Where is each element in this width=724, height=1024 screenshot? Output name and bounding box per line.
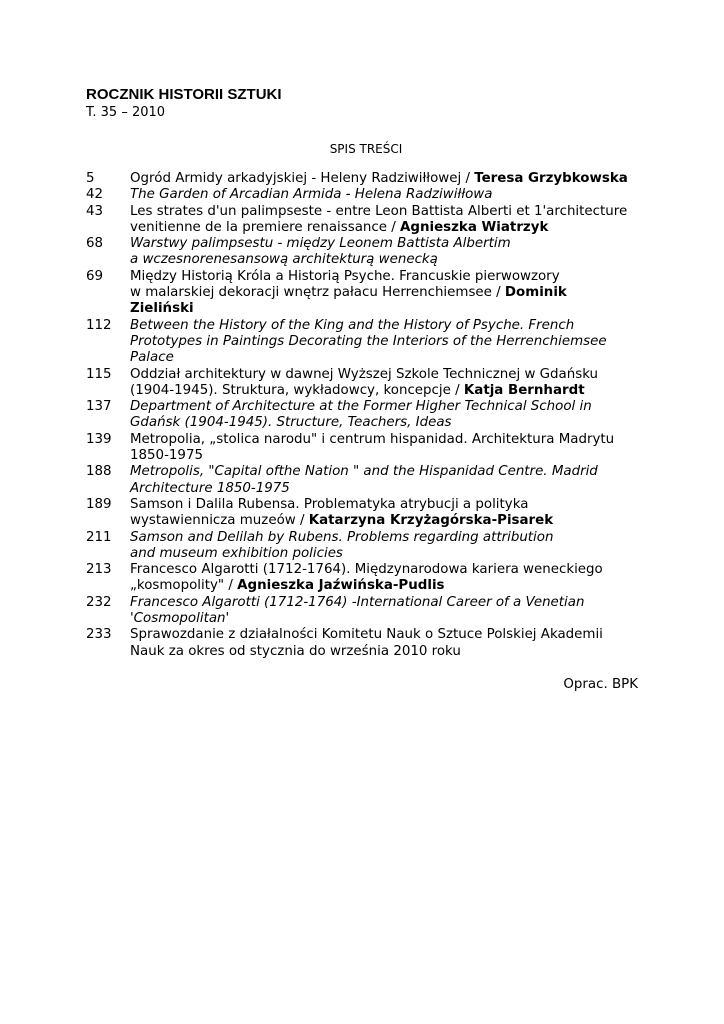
toc-title-text: Palace bbox=[130, 350, 174, 366]
toc-entry-title bbox=[130, 562, 638, 595]
toc-page-number: 139 bbox=[86, 431, 112, 447]
toc-title-line bbox=[130, 546, 638, 562]
toc-title-line bbox=[130, 562, 638, 578]
journal-title: ROCZNIK HISTORII SZTUKI bbox=[86, 86, 282, 103]
toc-title-text: Nauk za okres od stycznia do września 2010 roku bbox=[130, 643, 461, 659]
toc-title-text: Gdańsk (1904-1945). Structure, Teachers, Ideas bbox=[130, 415, 452, 431]
toc-title-line bbox=[130, 464, 638, 480]
credit-line: Oprac. BPK bbox=[563, 676, 638, 692]
toc-page-number: 43 bbox=[86, 203, 104, 219]
toc-page-number: 213 bbox=[86, 562, 112, 578]
toc-entry bbox=[86, 399, 638, 432]
toc-title-line bbox=[130, 269, 638, 285]
toc-title-line bbox=[130, 187, 638, 203]
table-of-contents bbox=[86, 171, 638, 660]
toc-title-text: Oddział architektury w dawnej Wyższej Szkole Technicznej w Gdańsku bbox=[130, 366, 599, 382]
toc-title-line bbox=[130, 171, 638, 187]
toc-title-text: Samson and Delilah by Rubens. Problems regarding attribution bbox=[130, 529, 554, 545]
toc-title-line bbox=[130, 627, 638, 643]
toc-title-line bbox=[130, 204, 638, 220]
toc-entry bbox=[86, 497, 638, 530]
toc-title-line bbox=[130, 318, 638, 334]
toc-page-number: 211 bbox=[86, 529, 112, 545]
toc-page-number: 188 bbox=[86, 464, 112, 480]
toc-page-number: 68 bbox=[86, 236, 104, 252]
toc-entry-title bbox=[130, 432, 638, 465]
toc-entry-title bbox=[130, 464, 638, 497]
toc-title-text: wystawiennicza muzeów / bbox=[130, 513, 309, 529]
toc-title-text: Prototypes in Paintings Decorating the Interiors of the Herrenchiemsee bbox=[130, 333, 607, 349]
toc-title-text: Between the History of the King and the History of Psyche. French bbox=[130, 317, 575, 333]
toc-entry bbox=[86, 562, 638, 595]
toc-title-line bbox=[130, 513, 638, 529]
toc-author: Teresa Grzybkowska bbox=[474, 171, 628, 186]
toc-title-text: Francesco Algarotti (1712-1764) -International Career of a Venetian bbox=[130, 594, 585, 610]
toc-title-line bbox=[130, 367, 638, 383]
toc-entry-title bbox=[130, 627, 638, 660]
toc-title-text: Metropolia, „stolica narodu" i centrum hispanidad. Architektura Madrytu bbox=[130, 431, 615, 447]
toc-title-text: (1904-1945). Struktura, wykładowcy, koncepcje / bbox=[130, 382, 464, 398]
toc-title-line bbox=[130, 383, 638, 399]
toc-title-text: Sprawozdanie z działalności Komitetu Nauk o Sztuce Polskiej Akademii bbox=[130, 627, 603, 643]
volume-info: T. 35 – 2010 bbox=[86, 105, 166, 120]
toc-title-line bbox=[130, 432, 638, 448]
toc-entry bbox=[86, 187, 638, 203]
toc-entry bbox=[86, 595, 638, 628]
toc-entry bbox=[86, 204, 638, 237]
toc-title-line bbox=[130, 236, 638, 252]
toc-entry-title bbox=[130, 595, 638, 628]
toc-title-text: Samson i Dalila Rubensa. Problematyka atrybucji a polityka bbox=[130, 496, 529, 512]
toc-page-number: 189 bbox=[86, 496, 112, 512]
toc-page-number: 5 bbox=[86, 171, 95, 186]
toc-title-text: „kosmopolity" / bbox=[130, 578, 238, 594]
toc-title-line bbox=[130, 220, 638, 236]
toc-title-text: Warstwy palimpsestu - między Leonem Battista Albertim bbox=[130, 236, 511, 252]
toc-page-number: 137 bbox=[86, 399, 112, 415]
toc-entry-title bbox=[130, 204, 638, 237]
toc-entry bbox=[86, 464, 638, 497]
toc-entry-title bbox=[130, 236, 638, 269]
toc-page-number: 42 bbox=[86, 187, 104, 203]
toc-title-line bbox=[130, 252, 638, 268]
toc-author: Agnieszka Wiatrzyk bbox=[400, 219, 549, 235]
toc-entry-title bbox=[130, 318, 638, 367]
toc-title-line bbox=[130, 448, 638, 464]
toc-entry-title bbox=[130, 171, 638, 187]
toc-entry-title bbox=[130, 187, 638, 203]
toc-page-number: 115 bbox=[86, 366, 112, 382]
toc-author: Agnieszka Jaźwińska-Pudlis bbox=[237, 578, 445, 594]
toc-title-text: venitienne de la premiere renaissance / bbox=[130, 219, 401, 235]
toc-title-line bbox=[130, 481, 638, 497]
toc-entry bbox=[86, 432, 638, 465]
toc-title-line bbox=[130, 415, 638, 431]
toc-author: Zieliński bbox=[130, 301, 194, 317]
toc-title-text: Ogród Armidy arkadyjskiej - Heleny Radziwiłłowej / bbox=[130, 171, 475, 186]
toc-heading: SPIS TREŚCI bbox=[329, 142, 403, 156]
document-page bbox=[86, 86, 638, 693]
toc-entry bbox=[86, 530, 638, 563]
toc-entry bbox=[86, 627, 638, 660]
toc-title-line bbox=[130, 644, 638, 660]
toc-entry bbox=[86, 269, 638, 318]
toc-title-line bbox=[130, 611, 638, 627]
toc-title-text: Architecture 1850-1975 bbox=[130, 480, 290, 496]
toc-entry-title bbox=[130, 367, 638, 400]
toc-title-line bbox=[130, 399, 638, 415]
toc-title-line bbox=[130, 497, 638, 513]
toc-entry bbox=[86, 171, 638, 187]
toc-entry-title bbox=[130, 530, 638, 563]
toc-entry-title bbox=[130, 269, 638, 318]
toc-title-line bbox=[130, 530, 638, 546]
toc-title-line bbox=[130, 285, 638, 301]
toc-title-line bbox=[130, 350, 638, 366]
toc-entry bbox=[86, 318, 638, 367]
toc-page-number: 69 bbox=[86, 268, 104, 284]
toc-entry-title bbox=[130, 497, 638, 530]
toc-author: Dominik bbox=[504, 285, 567, 301]
toc-entry bbox=[86, 367, 638, 400]
toc-title-text: Francesco Algarotti (1712-1764). Międzynarodowa kariera weneckiego bbox=[130, 562, 603, 578]
toc-title-line bbox=[130, 334, 638, 350]
toc-title-text: Department of Architecture at the Former Higher Technical School in bbox=[130, 399, 592, 415]
toc-entry bbox=[86, 236, 638, 269]
toc-page-number: 232 bbox=[86, 594, 112, 610]
toc-page-number: 233 bbox=[86, 627, 112, 643]
toc-title-text: 1850-1975 bbox=[130, 448, 203, 464]
toc-title-text: a wczesnorenesansową architekturą wenecką bbox=[130, 252, 438, 268]
toc-title-text: and museum exhibition policies bbox=[130, 545, 343, 561]
toc-title-text: Między Historią Króla a Historią Psyche. Francuskie pierwowzory bbox=[130, 268, 560, 284]
toc-title-line bbox=[130, 595, 638, 611]
toc-title-text: Metropolis, "Capital ofthe Nation " and the Hispanidad Centre. Madrid bbox=[130, 464, 598, 480]
toc-title-text: Les strates d'un palimpseste - entre Leon Battista Alberti et 1'architecture bbox=[130, 203, 628, 219]
toc-title-text: 'Cosmopolitan' bbox=[130, 611, 230, 627]
toc-title-line bbox=[130, 578, 638, 594]
toc-title-text: w malarskiej dekoracji wnętrz pałacu Herrenchiemsee / bbox=[130, 285, 505, 301]
toc-entry-title bbox=[130, 399, 638, 432]
toc-author: Katarzyna Krzyżagórska-Pisarek bbox=[308, 513, 554, 529]
toc-page-number: 112 bbox=[86, 317, 112, 333]
toc-title-text: The Garden of Arcadian Armida - Helena Radziwiłłowa bbox=[130, 187, 493, 203]
toc-author: Katja Bernhardt bbox=[463, 382, 585, 398]
